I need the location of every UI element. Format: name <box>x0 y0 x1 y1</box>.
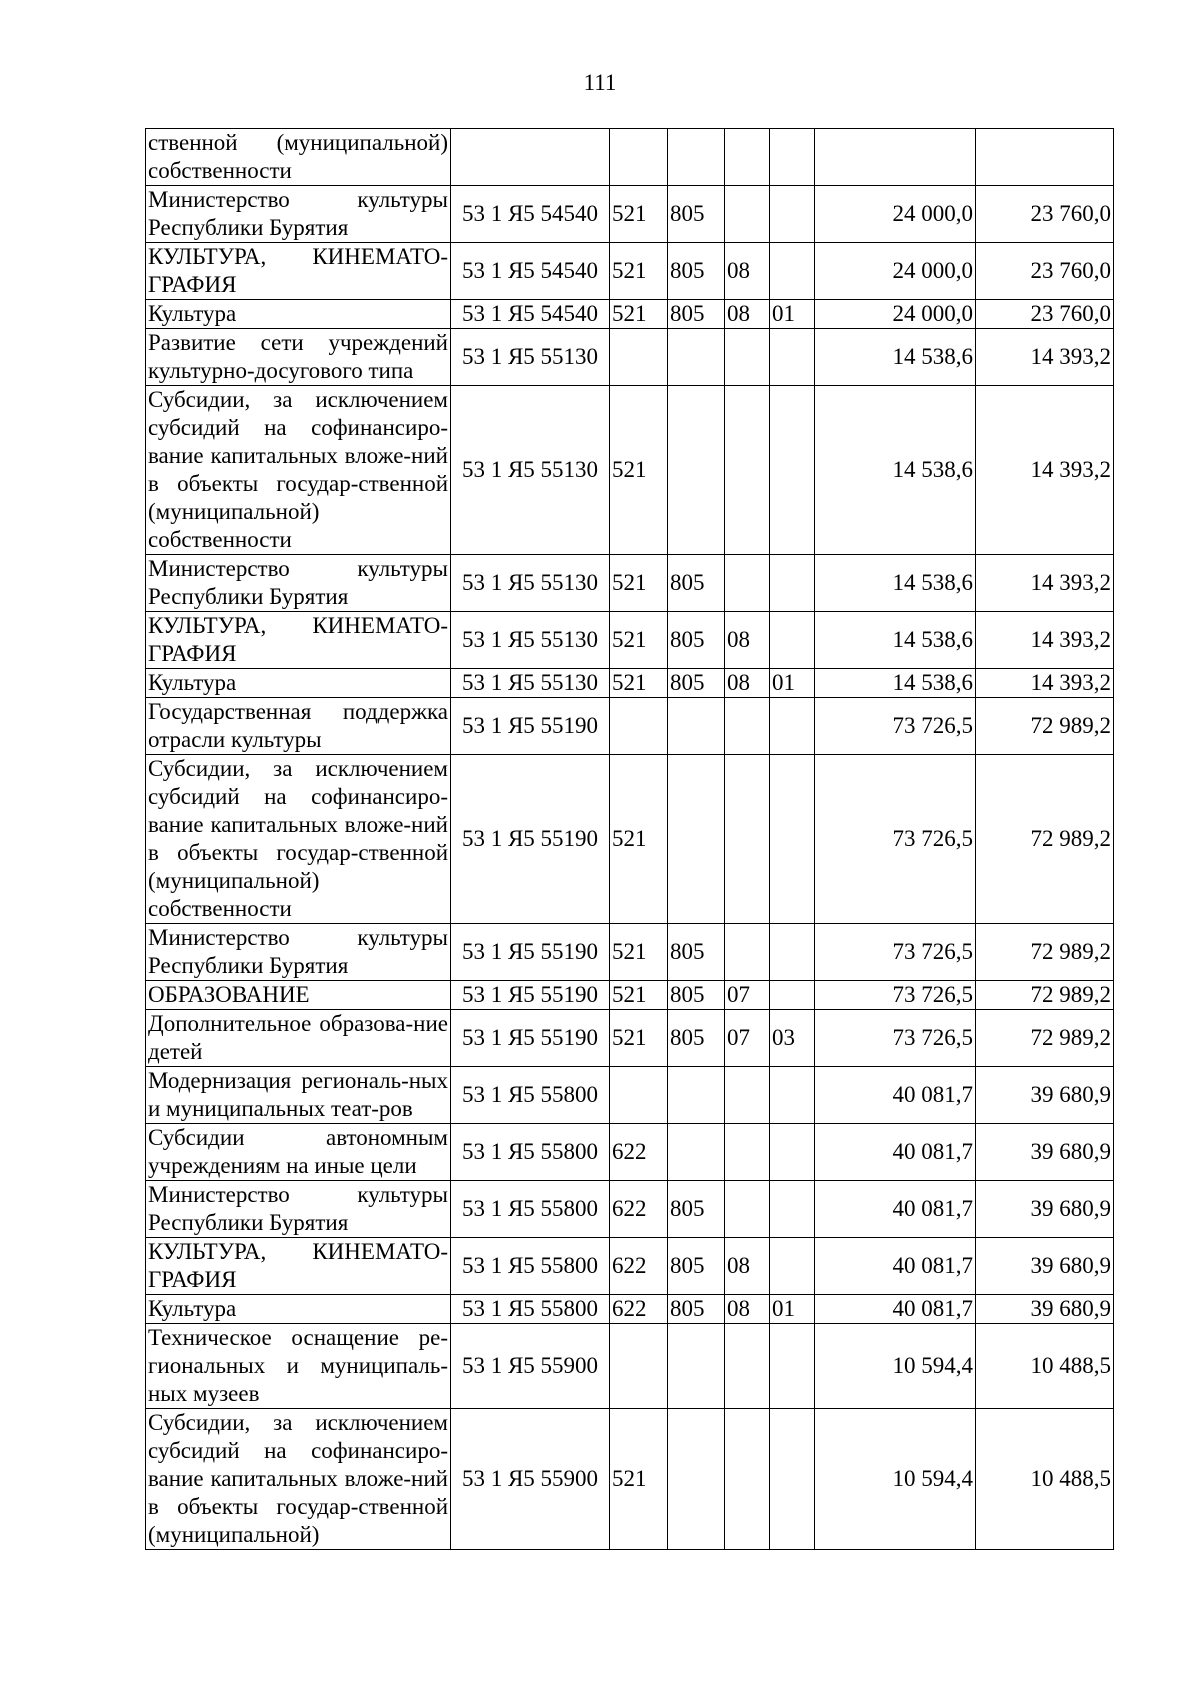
subsection-cell <box>770 612 815 669</box>
budget-table <box>145 128 1114 1550</box>
amount-year2-cell: 72 989,2 <box>976 924 1114 981</box>
amount-year1-cell: 14 538,6 <box>815 555 976 612</box>
section-cell: 08 <box>725 300 770 329</box>
row-name-cell: Субсидии, за исключением субсидий на софинансиро-вание капитальных вложе-ний в объекты государ-ственной (муниципальной) <box>146 1409 451 1550</box>
amount-year1-cell <box>815 129 976 186</box>
page-number: 111 <box>583 70 617 95</box>
table-row <box>146 669 1114 698</box>
expense-type-cell: 622 <box>610 1124 668 1181</box>
subsection-cell: 01 <box>770 1295 815 1324</box>
table-row <box>146 329 1114 386</box>
amount-year1-cell: 24 000,0 <box>815 243 976 300</box>
table-row <box>146 386 1114 555</box>
amount-year1-cell: 10 594,4 <box>815 1324 976 1409</box>
target-code-cell: 53 1 Я5 54540 <box>451 243 610 300</box>
table-row <box>146 755 1114 924</box>
target-code-cell: 53 1 Я5 55130 <box>451 555 610 612</box>
amount-year1-cell: 10 594,4 <box>815 1409 976 1550</box>
table-row <box>146 129 1114 186</box>
subsection-cell <box>770 1067 815 1124</box>
section-cell: 08 <box>725 243 770 300</box>
amount-year2-cell: 14 393,2 <box>976 555 1114 612</box>
section-cell <box>725 1409 770 1550</box>
target-code-cell: 53 1 Я5 55800 <box>451 1181 610 1238</box>
section-cell <box>725 386 770 555</box>
expense-type-cell: 521 <box>610 186 668 243</box>
amount-year2-cell: 39 680,9 <box>976 1181 1114 1238</box>
amount-year2-cell: 14 393,2 <box>976 612 1114 669</box>
section-cell <box>725 1124 770 1181</box>
row-name-cell: ОБРАЗОВАНИЕ <box>146 981 451 1010</box>
department-cell <box>668 1124 725 1181</box>
amount-year1-cell: 40 081,7 <box>815 1295 976 1324</box>
amount-year2-cell: 72 989,2 <box>976 698 1114 755</box>
table-row <box>146 243 1114 300</box>
amount-year1-cell: 73 726,5 <box>815 981 976 1010</box>
amount-year1-cell: 73 726,5 <box>815 924 976 981</box>
table-row <box>146 1324 1114 1409</box>
table-row <box>146 1067 1114 1124</box>
amount-year2-cell: 23 760,0 <box>976 300 1114 329</box>
department-cell: 805 <box>668 669 725 698</box>
row-name-cell: Культура <box>146 669 451 698</box>
target-code-cell: 53 1 Я5 55800 <box>451 1238 610 1295</box>
target-code-cell: 53 1 Я5 55800 <box>451 1067 610 1124</box>
subsection-cell <box>770 1181 815 1238</box>
expense-type-cell: 521 <box>610 1010 668 1067</box>
department-cell <box>668 698 725 755</box>
amount-year1-cell: 40 081,7 <box>815 1124 976 1181</box>
subsection-cell <box>770 129 815 186</box>
row-name-cell: ственной (муниципальной) собственности <box>146 129 451 186</box>
table-row <box>146 698 1114 755</box>
expense-type-cell: 521 <box>610 386 668 555</box>
target-code-cell: 53 1 Я5 55130 <box>451 329 610 386</box>
section-cell <box>725 1324 770 1409</box>
target-code-cell: 53 1 Я5 55900 <box>451 1324 610 1409</box>
table-row <box>146 186 1114 243</box>
subsection-cell <box>770 755 815 924</box>
amount-year2-cell: 14 393,2 <box>976 329 1114 386</box>
expense-type-cell <box>610 329 668 386</box>
row-name-cell: КУЛЬТУРА, КИНЕМАТО-ГРАФИЯ <box>146 1238 451 1295</box>
subsection-cell <box>770 329 815 386</box>
expense-type-cell: 521 <box>610 612 668 669</box>
section-cell: 08 <box>725 669 770 698</box>
subsection-cell <box>770 243 815 300</box>
amount-year2-cell: 72 989,2 <box>976 981 1114 1010</box>
row-name-cell: Министерство культуры Республики Бурятия <box>146 186 451 243</box>
amount-year1-cell: 14 538,6 <box>815 329 976 386</box>
amount-year1-cell: 14 538,6 <box>815 386 976 555</box>
department-cell: 805 <box>668 555 725 612</box>
row-name-cell: КУЛЬТУРА, КИНЕМАТО-ГРАФИЯ <box>146 612 451 669</box>
section-cell <box>725 698 770 755</box>
department-cell <box>668 1067 725 1124</box>
subsection-cell <box>770 1324 815 1409</box>
department-cell: 805 <box>668 300 725 329</box>
expense-type-cell: 622 <box>610 1238 668 1295</box>
section-cell <box>725 555 770 612</box>
subsection-cell: 01 <box>770 300 815 329</box>
section-cell: 08 <box>725 1238 770 1295</box>
amount-year2-cell: 72 989,2 <box>976 1010 1114 1067</box>
expense-type-cell: 622 <box>610 1295 668 1324</box>
row-name-cell: Субсидии, за исключением субсидий на софинансиро-вание капитальных вложе-ний в объекты государ-ственной (муниципальной) собственности <box>146 755 451 924</box>
department-cell <box>668 1324 725 1409</box>
expense-type-cell: 521 <box>610 669 668 698</box>
table-row <box>146 1295 1114 1324</box>
target-code-cell: 53 1 Я5 55190 <box>451 1010 610 1067</box>
row-name-cell: КУЛЬТУРА, КИНЕМАТО-ГРАФИЯ <box>146 243 451 300</box>
target-code-cell: 53 1 Я5 54540 <box>451 186 610 243</box>
department-cell <box>668 329 725 386</box>
subsection-cell <box>770 1409 815 1550</box>
expense-type-cell: 521 <box>610 924 668 981</box>
amount-year1-cell: 14 538,6 <box>815 669 976 698</box>
table-row <box>146 981 1114 1010</box>
target-code-cell: 53 1 Я5 55190 <box>451 981 610 1010</box>
section-cell: 07 <box>725 981 770 1010</box>
subsection-cell <box>770 698 815 755</box>
target-code-cell: 53 1 Я5 55190 <box>451 924 610 981</box>
section-cell <box>725 1067 770 1124</box>
table-row <box>146 924 1114 981</box>
table-row <box>146 1181 1114 1238</box>
amount-year2-cell <box>976 129 1114 186</box>
subsection-cell <box>770 924 815 981</box>
target-code-cell: 53 1 Я5 55800 <box>451 1124 610 1181</box>
department-cell <box>668 386 725 555</box>
section-cell: 07 <box>725 1010 770 1067</box>
table-body <box>146 129 1114 1550</box>
target-code-cell: 53 1 Я5 55130 <box>451 386 610 555</box>
section-cell <box>725 924 770 981</box>
department-cell: 805 <box>668 924 725 981</box>
amount-year1-cell: 40 081,7 <box>815 1181 976 1238</box>
department-cell: 805 <box>668 1238 725 1295</box>
subsection-cell: 03 <box>770 1010 815 1067</box>
expense-type-cell <box>610 1324 668 1409</box>
target-code-cell: 53 1 Я5 55130 <box>451 612 610 669</box>
target-code-cell <box>451 129 610 186</box>
amount-year2-cell: 39 680,9 <box>976 1295 1114 1324</box>
subsection-cell <box>770 186 815 243</box>
table-row <box>146 1238 1114 1295</box>
row-name-cell: Субсидии, за исключением субсидий на софинансиро-вание капитальных вложе-ний в объекты государ-ственной (муниципальной) собственности <box>146 386 451 555</box>
amount-year2-cell: 23 760,0 <box>976 243 1114 300</box>
expense-type-cell: 521 <box>610 1409 668 1550</box>
row-name-cell: Дополнительное образова-ние детей <box>146 1010 451 1067</box>
target-code-cell: 53 1 Я5 54540 <box>451 300 610 329</box>
subsection-cell <box>770 981 815 1010</box>
target-code-cell: 53 1 Я5 55900 <box>451 1409 610 1550</box>
expense-type-cell: 521 <box>610 555 668 612</box>
amount-year2-cell: 72 989,2 <box>976 755 1114 924</box>
department-cell: 805 <box>668 186 725 243</box>
row-name-cell: Развитие сети учреждений культурно-досугового типа <box>146 329 451 386</box>
department-cell: 805 <box>668 1295 725 1324</box>
amount-year2-cell: 39 680,9 <box>976 1238 1114 1295</box>
subsection-cell <box>770 1124 815 1181</box>
amount-year2-cell: 10 488,5 <box>976 1324 1114 1409</box>
row-name-cell: Модернизация региональ-ных и муниципальных теат-ров <box>146 1067 451 1124</box>
amount-year1-cell: 24 000,0 <box>815 186 976 243</box>
amount-year1-cell: 73 726,5 <box>815 755 976 924</box>
amount-year2-cell: 14 393,2 <box>976 669 1114 698</box>
table-row <box>146 300 1114 329</box>
department-cell <box>668 129 725 186</box>
section-cell <box>725 755 770 924</box>
row-name-cell: Государственная поддержка отрасли культуры <box>146 698 451 755</box>
target-code-cell: 53 1 Я5 55190 <box>451 698 610 755</box>
department-cell: 805 <box>668 1010 725 1067</box>
amount-year1-cell: 73 726,5 <box>815 698 976 755</box>
department-cell: 805 <box>668 1181 725 1238</box>
row-name-cell: Министерство культуры Республики Бурятия <box>146 555 451 612</box>
row-name-cell: Субсидии автономным учреждениям на иные цели <box>146 1124 451 1181</box>
amount-year1-cell: 40 081,7 <box>815 1067 976 1124</box>
row-name-cell: Культура <box>146 1295 451 1324</box>
amount-year1-cell: 40 081,7 <box>815 1238 976 1295</box>
department-cell: 805 <box>668 243 725 300</box>
target-code-cell: 53 1 Я5 55800 <box>451 1295 610 1324</box>
row-name-cell: Министерство культуры Республики Бурятия <box>146 1181 451 1238</box>
department-cell <box>668 1409 725 1550</box>
table-row <box>146 1010 1114 1067</box>
section-cell <box>725 129 770 186</box>
amount-year1-cell: 24 000,0 <box>815 300 976 329</box>
expense-type-cell: 521 <box>610 981 668 1010</box>
amount-year2-cell: 39 680,9 <box>976 1067 1114 1124</box>
table-row <box>146 555 1114 612</box>
expense-type-cell <box>610 1067 668 1124</box>
section-cell <box>725 186 770 243</box>
row-name-cell: Министерство культуры Республики Бурятия <box>146 924 451 981</box>
subsection-cell <box>770 555 815 612</box>
amount-year2-cell: 10 488,5 <box>976 1409 1114 1550</box>
section-cell: 08 <box>725 612 770 669</box>
amount-year1-cell: 14 538,6 <box>815 612 976 669</box>
amount-year2-cell: 23 760,0 <box>976 186 1114 243</box>
subsection-cell: 01 <box>770 669 815 698</box>
amount-year2-cell: 39 680,9 <box>976 1124 1114 1181</box>
section-cell <box>725 329 770 386</box>
table-row <box>146 1409 1114 1550</box>
expense-type-cell: 622 <box>610 1181 668 1238</box>
section-cell <box>725 1181 770 1238</box>
amount-year2-cell: 14 393,2 <box>976 386 1114 555</box>
target-code-cell: 53 1 Я5 55190 <box>451 755 610 924</box>
subsection-cell <box>770 1238 815 1295</box>
target-code-cell: 53 1 Я5 55130 <box>451 669 610 698</box>
expense-type-cell <box>610 698 668 755</box>
expense-type-cell <box>610 129 668 186</box>
department-cell: 805 <box>668 981 725 1010</box>
row-name-cell: Культура <box>146 300 451 329</box>
department-cell: 805 <box>668 612 725 669</box>
table-row <box>146 1124 1114 1181</box>
expense-type-cell: 521 <box>610 300 668 329</box>
expense-type-cell: 521 <box>610 243 668 300</box>
section-cell: 08 <box>725 1295 770 1324</box>
table-row <box>146 612 1114 669</box>
amount-year1-cell: 73 726,5 <box>815 1010 976 1067</box>
subsection-cell <box>770 386 815 555</box>
expense-type-cell: 521 <box>610 755 668 924</box>
department-cell <box>668 755 725 924</box>
row-name-cell: Техническое оснащение ре-гиональных и муниципаль-ных музеев <box>146 1324 451 1409</box>
